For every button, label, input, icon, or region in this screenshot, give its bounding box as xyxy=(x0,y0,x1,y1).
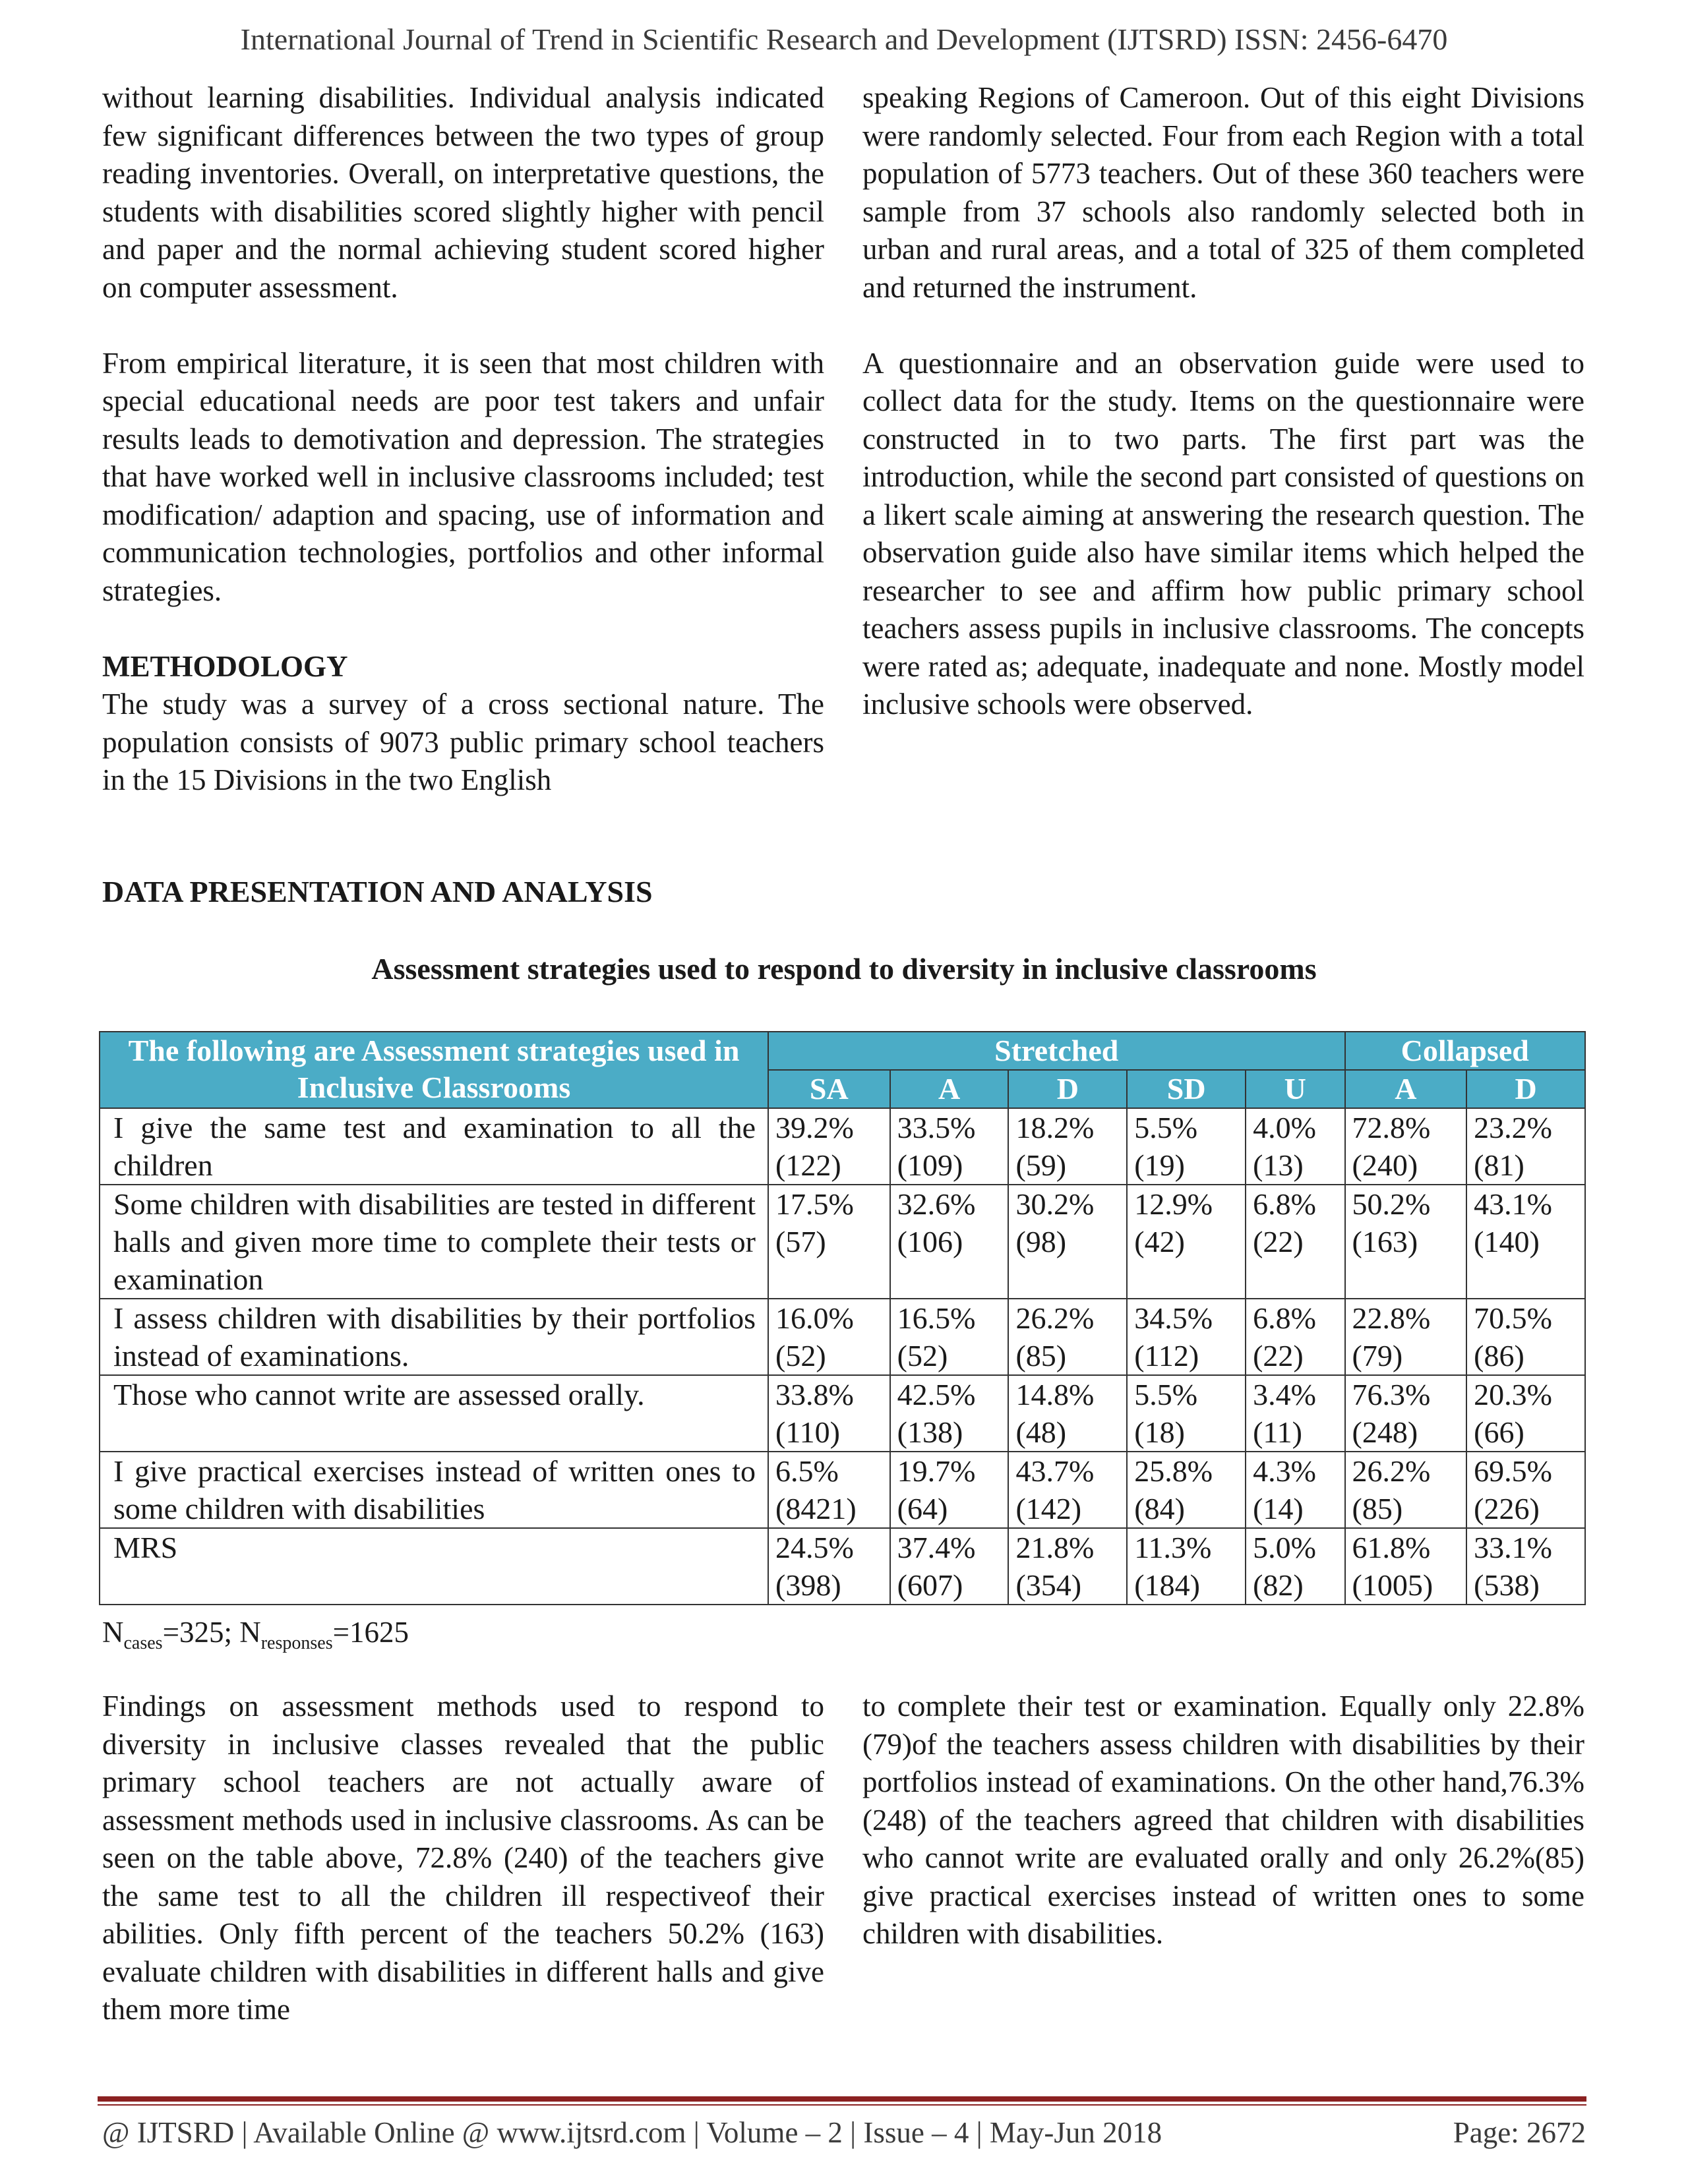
table-row xyxy=(100,1299,1585,1375)
cell: 33.1% (538) xyxy=(1466,1528,1585,1605)
cell: 23.2% (81) xyxy=(1466,1108,1585,1185)
footer-rule xyxy=(98,2096,1586,2102)
cell: 39.2% (122) xyxy=(768,1108,890,1185)
cell: 22.8% (79) xyxy=(1345,1299,1467,1375)
cell: 11.3% (184) xyxy=(1127,1528,1246,1605)
cell: 5.0% (82) xyxy=(1246,1528,1344,1605)
footnote-text: =325; N xyxy=(162,1616,261,1649)
left-column-findings xyxy=(102,1688,824,2029)
cell: 6.5% (8421) xyxy=(768,1452,890,1528)
col-header: D xyxy=(1008,1070,1127,1108)
cell: 5.5% (18) xyxy=(1127,1375,1246,1452)
paragraph: speaking Regions of Cameroon. Out of this eight Divisions were randomly selected. Four from each Region with a total population of 5773 teachers. Out of these 360 teachers were sample from 37 schools also randomly selected both in urban and rural areas, and a total of 325 of them completed and returned the instrument. xyxy=(862,81,1584,304)
section-title: DATA PRESENTATION AND ANALYSIS xyxy=(102,875,653,908)
table-group-collapsed: Collapsed xyxy=(1345,1032,1586,1070)
paragraph: The study was a survey of a cross sectional nature. The population consists of 9073 public primary school teachers in the 15 Divisions in the two English xyxy=(102,688,824,796)
row-label: I assess children with disabilities by their portfolios instead of examinations. xyxy=(100,1299,768,1375)
cell: 16.0% (52) xyxy=(768,1299,890,1375)
cell: 33.5% (109) xyxy=(890,1108,1009,1185)
cell: 26.2% (85) xyxy=(1008,1299,1127,1375)
paragraph: without learning disabilities. Individual analysis indicated few significant differences between the two types of group reading inventories. Overall, on interpretative questions, the students with disabilities scored slightly higher with pencil and paper and the normal achieving student scored higher on computer assessment. xyxy=(102,81,824,304)
page-footer xyxy=(102,2113,1586,2152)
table-title: Assessment strategies used to respond to diversity in inclusive classrooms xyxy=(371,952,1317,986)
footnote-sub: cases xyxy=(123,1633,163,1653)
cell: 42.5% (138) xyxy=(890,1375,1009,1452)
results-table xyxy=(99,1031,1586,1605)
cell: 33.8% (110) xyxy=(768,1375,890,1452)
cell: 5.5% (19) xyxy=(1127,1108,1246,1185)
row-label: Those who cannot write are assessed orally. xyxy=(100,1375,768,1452)
cell: 19.7% (64) xyxy=(890,1452,1009,1528)
cell: 17.5% (57) xyxy=(768,1185,890,1299)
cell: 70.5% (86) xyxy=(1466,1299,1585,1375)
footnote-sub: responses xyxy=(260,1633,333,1653)
cell: 14.8% (48) xyxy=(1008,1375,1127,1452)
cell: 69.5% (226) xyxy=(1466,1452,1585,1528)
paragraph: A questionnaire and an observation guide were used to collect data for the study. Items on the questionnaire were constructed in to two parts. The first part was the introduction, while the second part consisted of questions on a likert scale aiming at answering the research question. The observation guide also have similar items which helped the researcher to see and affirm how public primary school teachers assess pupils in inclusive classrooms. The concepts were rated as; adequate, inadequate and none. Mostly model inclusive schools were observed. xyxy=(862,346,1584,721)
cell: 37.4% (607) xyxy=(890,1528,1009,1605)
cell: 61.8% (1005) xyxy=(1345,1528,1467,1605)
table-row xyxy=(100,1185,1585,1299)
paragraph: From empirical literature, it is seen that most children with special educational needs are poor test takers and unfair results leads to demotivation and depression. The strategies that have worked well in inclusive classrooms included; test modification/ adaption and spacing, use of information and communication technologies, portfolios and other informal strategies. xyxy=(102,346,824,607)
table-head-label: The following are Assessment strategies used in Inclusive Classrooms xyxy=(100,1032,768,1108)
cell: 24.5% (398) xyxy=(768,1528,890,1605)
table-footnote xyxy=(102,1615,409,1654)
cell: 4.3% (14) xyxy=(1246,1452,1344,1528)
col-header: SA xyxy=(768,1070,890,1108)
right-column-top xyxy=(862,79,1584,724)
cell: 25.8% (84) xyxy=(1127,1452,1246,1528)
cell: 34.5% (112) xyxy=(1127,1299,1246,1375)
cell: 32.6% (106) xyxy=(890,1185,1009,1299)
cell: 6.8% (22) xyxy=(1246,1299,1344,1375)
journal-header: International Journal of Trend in Scientific Research and Development (IJTSRD) ISSN: 2456-6470 xyxy=(240,22,1448,56)
cell: 43.7% (142) xyxy=(1008,1452,1127,1528)
cell: 20.3% (66) xyxy=(1466,1375,1585,1452)
col-header: A xyxy=(1345,1070,1467,1108)
page-number: Page: 2672 xyxy=(1453,2116,1586,2149)
paragraph: Findings on assessment methods used to respond to diversity in inclusive classes revealed that the public primary school teachers are not actually aware of assessment methods used in inclusive classrooms. As can be seen on the table above, 72.8% (240) of the teachers give the same test to all the children ill respectiveof their abilities. Only fifth percent of the teachers 50.2% (163) evaluate children with disabilities in different halls and give them more time xyxy=(102,1690,824,2026)
col-header: D xyxy=(1466,1070,1585,1108)
cell: 21.8% (354) xyxy=(1008,1528,1127,1605)
cell: 30.2% (98) xyxy=(1008,1185,1127,1299)
footer-rule-thin xyxy=(98,2104,1586,2106)
cell: 12.9% (42) xyxy=(1127,1185,1246,1299)
left-column-top xyxy=(102,79,824,800)
cell: 43.1% (140) xyxy=(1466,1185,1585,1299)
row-label: I give practical exercises instead of written ones to some children with disabilities xyxy=(100,1452,768,1528)
row-label: Some children with disabilities are tested in different halls and given more time to complete their tests or examination xyxy=(100,1185,768,1299)
row-label: MRS xyxy=(100,1528,768,1605)
cell: 76.3% (248) xyxy=(1345,1375,1467,1452)
cell: 50.2% (163) xyxy=(1345,1185,1467,1299)
table-row xyxy=(100,1108,1585,1185)
col-header: A xyxy=(890,1070,1009,1108)
right-column-findings xyxy=(862,1688,1584,1953)
footnote-n: N xyxy=(102,1616,124,1649)
methodology-heading: METHODOLOGY xyxy=(102,649,348,683)
col-header: U xyxy=(1246,1070,1344,1108)
table-row xyxy=(100,1452,1585,1528)
table-row xyxy=(100,1528,1585,1605)
col-header: SD xyxy=(1127,1070,1246,1108)
cell: 3.4% (11) xyxy=(1246,1375,1344,1452)
cell: 6.8% (22) xyxy=(1246,1185,1344,1299)
footer-citation: @ IJTSRD | Available Online @ www.ijtsrd.com | Volume – 2 | Issue – 4 | May-Jun 2018 xyxy=(102,2116,1162,2149)
cell: 18.2% (59) xyxy=(1008,1108,1127,1185)
cell: 4.0% (13) xyxy=(1246,1108,1344,1185)
footnote-text: =1625 xyxy=(332,1616,409,1649)
paragraph: to complete their test or examination. Equally only 22.8% (79)of the teachers assess children with disabilities by their portfolios instead of examinations. On the other hand,76.3%(248) of the teachers agreed that children with disabilities who cannot write are evaluated orally and only 26.2%(85) give practical exercises instead of written ones to some children with disabilities. xyxy=(862,1690,1584,1950)
cell: 72.8% (240) xyxy=(1345,1108,1467,1185)
table-row xyxy=(100,1375,1585,1452)
table-group-stretched: Stretched xyxy=(768,1032,1345,1070)
cell: 26.2% (85) xyxy=(1345,1452,1467,1528)
cell: 16.5% (52) xyxy=(890,1299,1009,1375)
row-label: I give the same test and examination to all the children xyxy=(100,1108,768,1185)
